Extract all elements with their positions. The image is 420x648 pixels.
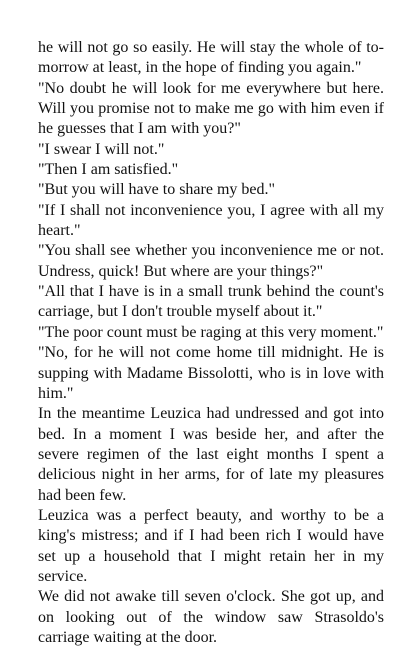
paragraph: We did not awake till seven o'clock. She got up, and on looking out of the window saw Strasoldo's carriage waiting at the door. [38, 588, 384, 646]
paragraph: "All that I have is in a small trunk behind the count's carriage, but I don't trouble myself about it." [38, 283, 384, 321]
paragraph: "I swear I will not." [38, 140, 165, 158]
paragraph: "The poor count must be raging at this very moment." [38, 323, 384, 341]
paragraph: he will not go so easily. He will stay the whole of to-morrow at least, in the hope of finding you again." [38, 39, 384, 77]
paragraph: In the meantime Leuzica had undressed and got into bed. In a moment I was beside her, and after the severe regimen of the last eight months I spent a delicious night in her arms, for of late my pleasures had been few. [38, 405, 384, 504]
paragraph: "If I shall not inconvenience you, I agree with all my heart." [38, 201, 384, 240]
paragraph: "No doubt he will look for me everywhere but here. Will you promise not to make me go with him even if he guesses that I am with you?" [38, 79, 384, 138]
paragraph: Leuzica was a perfect beauty, and worthy to be a king's mistress; and if I had been rich I would have set up a household that I might retain her in my service. [38, 506, 384, 585]
paragraph: "But you will have to share my bed." [38, 181, 276, 199]
paragraph: "Then I am satisfied." [38, 161, 179, 179]
paragraph: "No, for he will not come home till midnight. He is supping with Madame Bissolotti, who is in love with him." [38, 344, 384, 402]
body-text [38, 38, 384, 648]
paragraph: "You shall see whether you inconvenience me or not. Undress, quick! But where are your things?" [38, 242, 384, 280]
